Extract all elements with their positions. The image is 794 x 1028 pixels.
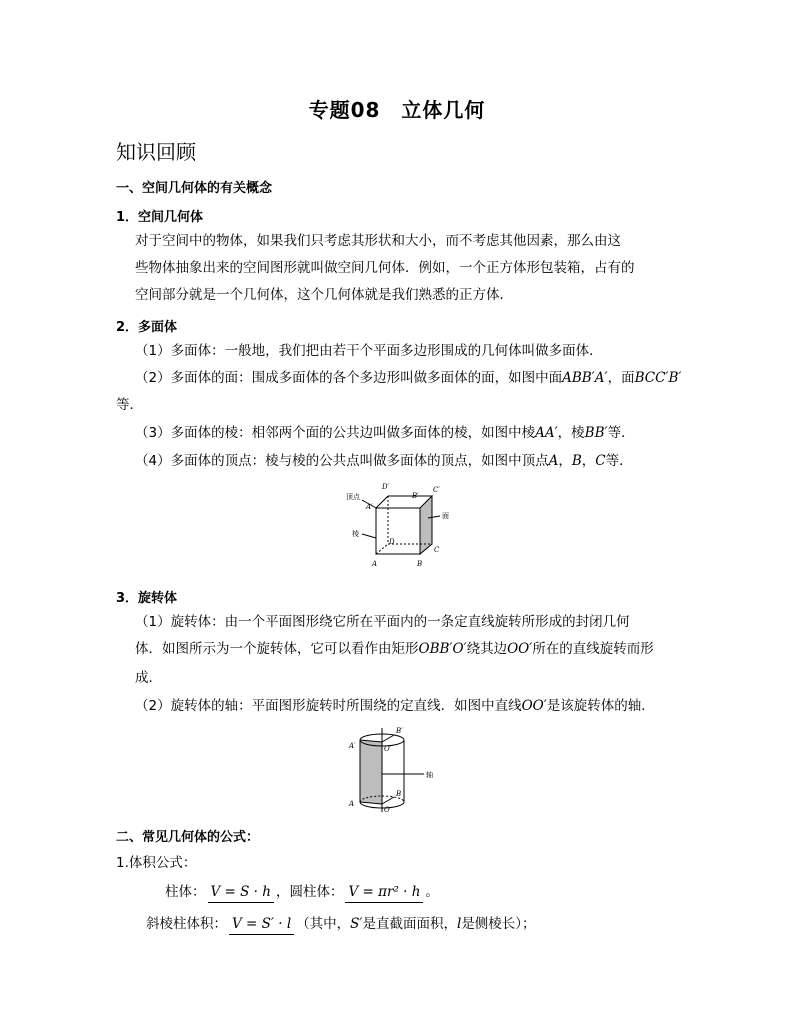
s2-p1: （1）多面体：一般地，我们把由若干个平面多边形围成的几何体叫做多面体． <box>135 343 603 359</box>
s2-p4 <box>135 452 633 470</box>
polyhedron-figure <box>340 478 470 574</box>
edge-oo: OO′ <box>507 641 533 657</box>
oblique-note-s: S′ <box>350 916 363 932</box>
label-a1: A′ <box>366 503 373 511</box>
s3-p1-text: 体．如图所示为一个旋转体，它可以看作由矩形 <box>135 641 419 657</box>
s2-p2 <box>135 369 681 387</box>
oblique-note-a: （其中， <box>296 916 351 932</box>
section-title: 知识回顾 <box>116 140 196 164</box>
s2-p2-end: 等． <box>116 397 143 413</box>
heading-part1: 一、空间几何体的有关概念 <box>116 181 273 196</box>
s2-p3 <box>135 424 635 442</box>
oblique-note-c: 是直截面面积， <box>362 916 457 932</box>
s3-p1-line3: 成． <box>135 670 162 686</box>
rect-obbo: OBB′O′ <box>418 641 467 657</box>
s3-p1-line2 <box>135 640 654 658</box>
edge-bb: BB′ <box>584 425 608 441</box>
heading-volume: 1.体积公式： <box>116 855 197 871</box>
label-cyl-b: B <box>396 790 402 798</box>
label-cyl-o1: O′ <box>384 745 392 753</box>
volume-line1-end: 。 <box>425 884 439 900</box>
label-d: D <box>389 538 395 546</box>
s1-line2: 些物体抽象出来的空间图形就叫做空间几何体．例如，一个正方体形包装箱，占有的 <box>135 260 635 276</box>
vertex-a: A <box>548 453 559 469</box>
s2-p3-sep: ，棱 <box>557 425 585 441</box>
s2-p4-end: 等． <box>605 453 633 469</box>
oblique-note-l: l <box>456 916 462 932</box>
oblique-label: 斜棱柱体积： <box>146 916 227 932</box>
s1-line3: 空间部分就是一个几何体，这个几何体就是我们熟悉的正方体． <box>135 287 513 303</box>
s2-p2-sep: ，面 <box>607 370 635 386</box>
s2-p3-end: 等． <box>607 425 635 441</box>
heading-s3: 3．旋转体 <box>116 591 178 606</box>
s2-p4-sep1: ， <box>558 453 572 469</box>
cylinder-figure <box>348 724 444 814</box>
s2-p3-text: （3）多面体的棱：相邻两个面的公共边叫做多面体的棱，如图中棱 <box>135 425 536 441</box>
volume-line2 <box>146 915 536 935</box>
label-cyl-a1: A′ <box>349 742 356 750</box>
s3-p2-text: （2）旋转体的轴：平面图形旋转时所围绕的定直线．如图中直线 <box>135 698 522 714</box>
face-bccb: BCC′B′ <box>634 370 682 386</box>
label-b1: B′ <box>412 492 419 500</box>
face-abba: ABB′A′ <box>562 370 608 386</box>
s3-p1-mid: 绕其边 <box>466 641 508 657</box>
label-a: A <box>372 560 378 568</box>
heading-s1: 1．空间几何体 <box>116 210 204 225</box>
cylinder-label: ，圆柱体： <box>275 884 344 900</box>
oblique-formula: V = S′ · l <box>229 915 294 935</box>
s3-p1-line1: （1）旋转体：由一个平面图形绕它所在平面内的一条定直线旋转所形成的封闭几何 <box>135 614 630 630</box>
volume-line1 <box>165 883 439 903</box>
label-cyl-a: A <box>349 800 355 808</box>
s3-p2 <box>135 697 655 715</box>
s2-p2-text: （2）多面体的面：围成多面体的各个多边形叫做多面体的面，如图中面 <box>135 370 563 386</box>
s2-p4-sep2: ， <box>581 453 596 469</box>
label-edge: 棱 <box>352 530 359 538</box>
label-cyl-o: O <box>384 806 390 814</box>
oblique-note-e: 是侧棱长）； <box>461 916 536 932</box>
doc-title: 专题08 立体几何 <box>308 98 486 122</box>
prism-formula: V = S · h <box>208 883 274 903</box>
edge-aa: AA′ <box>535 425 558 441</box>
cylinder-formula: V = πr² · h <box>345 883 423 903</box>
s3-p2-end: 是该旋转体的轴． <box>546 698 655 714</box>
label-axis: 轴 <box>426 771 433 779</box>
label-c: C <box>434 546 440 554</box>
s2-p4-text: （4）多面体的顶点：棱与棱的公共点叫做多面体的顶点，如图中顶点 <box>135 453 549 469</box>
heading-s2: 2．多面体 <box>116 320 178 335</box>
vertex-b: B <box>571 453 582 469</box>
axis-oo: OO′ <box>521 698 547 714</box>
prism-label: 柱体： <box>165 884 206 900</box>
label-face: 面 <box>442 512 449 520</box>
label-cyl-b1: B′ <box>396 727 403 735</box>
s1-line1: 对于空间中的物体，如果我们只考虑其形状和大小，而不考虑其他因素，那么由这 <box>135 233 621 249</box>
label-d1: D′ <box>382 483 390 491</box>
vertex-c: C <box>595 453 606 469</box>
label-c1: C′ <box>433 486 440 494</box>
heading-part2: 二、常见几何体的公式： <box>116 830 260 845</box>
label-vertex: 顶点 <box>346 493 360 501</box>
label-b: B <box>417 560 423 568</box>
s3-p1-tail: 所在的直线旋转而形 <box>532 641 654 657</box>
